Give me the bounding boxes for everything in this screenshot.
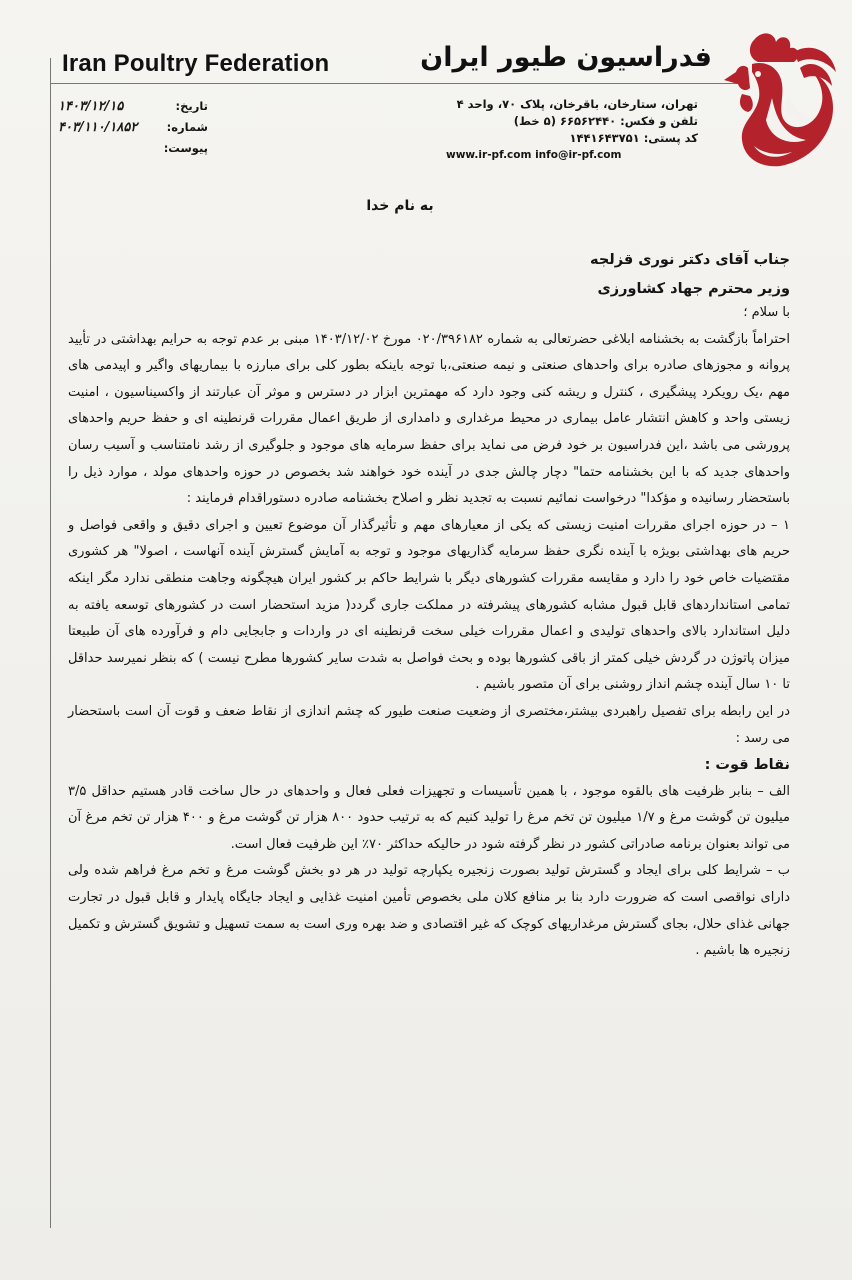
recipient-name: جناب آقای دکتر نوری قزلجه: [590, 252, 790, 268]
header-divider: [50, 83, 740, 84]
attachment-label: پیوست:: [163, 141, 208, 155]
date-value: ۱۴۰۳/۱۲/۱۵: [58, 99, 124, 114]
rooster-logo-icon: [714, 28, 838, 178]
recipient-title: وزیر محترم جهاد کشاورزی: [597, 281, 790, 297]
brand-name-fa: فدراسیون طیور ایران: [420, 42, 712, 73]
strengths-heading: نقاط قوت :: [704, 757, 790, 774]
number-label: شماره:: [166, 120, 208, 134]
attachment-row: [58, 138, 208, 159]
paragraph: ۱ – در حوزه اجرای مقررات امنیت زیستی که یکی از معیارهای مهم و تأثیرگذار آن موضوع تعیین و اجرای دقیق و واقعی فواصل و حریم های بهداشتی بویژه با آینده نگری حفظ سرمایه گذاریهای موجود و توجه به آمایش گسترش آینده آنهاست ، اصولا" هر کشوری مقتضیات خاص خود را دارد و مقایسه مقررات کشورهای دیگر با شرایط حاکم بر کشور ایران هیچگونه وجاهت منطقی ندارد مگر اینکه تمامی استانداردهای قابل قبول مشابه کشورهای پیشرفته در مملکت جاری گردد( مزید استحضار است در کشورهای توسعه یافته به دلیل استاندارد بالای واحدهای تولیدی و اعمال مقررات خیلی سخت قرنطینه ای در واردات و جابجایی دام و فرآورده های آن طبیعتا میزان پاتوژن در گردش خیلی کمتر از باقی کشورها بوده و بحث فواصل به شدت سایر کشورها مطرح نیست ) که بنظر نمیرسد حداقل تا ۱۰ سال آینده چشم انداز روشنی برای آن متصور باشیم .: [68, 517, 790, 693]
letter-title: به نام خدا: [366, 198, 434, 214]
postal-code-line: کد پستی: ۱۴۴۱۶۴۳۷۵۱: [569, 131, 698, 145]
greeting: با سلام ؛: [743, 305, 790, 320]
strength-item: الف – بنابر ظرفیت های بالقوه موجود ، با همین تأسیسات و تجهیزات فعلی فعال و واحدهای در حال ساخت قادر هستیم حداقل ۳/۵ میلیون تن گوشت مرغ و ۱/۷ میلیون تن تخم مرغ را تولید کنیم که به ترتیب حدود ۸۰۰ هزار تن گوشت مرغ و ۴۰۰ هزار تن تخم مرغ آن می تواند بعنوان برنامه صادراتی کشور در نظر گرفته شود در حالیکه حداکثر ۷۰٪ این ظرفیت فعال است.: [68, 783, 790, 852]
address-line: تهران، ستارخان، باقرخان، پلاک ۷۰، واحد ۴: [456, 97, 698, 111]
paragraph: احتراماً بازگشت به بخشنامه ابلاغی حضرتعالی به شماره ۰۲۰/۳۹۶۱۸۲ مورخ ۱۴۰۳/۱۲/۰۲ مبنی بر عدم توجه به حرایم بهداشتی در تأیید پروانه و مجوزهای صادره برای واحدهای صنعتی و نیمه صنعتی،با توجه باینکه بطور کلی برای مبارزه با بیماریهای واگیر و اپیدمی های مهم ،یک رویکرد پیشگیری ، کنترل و ریشه کنی وجود دارد که مهمترین ابزار در دسترس و موثر آن عبارتند از واکسیناسیون ، امنیت زیستی واحد و کاهش انتشار عامل بیماری در محیط مرغداری و دامداری از طریق اعمال مقررات قرنطینه ای و حفظ حریم واحدهای پرورشی می باشد ،این فدراسیون بر خود فرض می نماید برای حفظ سرمایه های موجود و جلوگیری از رشد نامتناسب و آسیب رسان واحدهای جدید که با این بخشنامه حتما" دچار چالش جدی در آینده خود خواهند شد بخصوص در حوزه واحدهای مولد ، موارد ذیل را باستحضار رسانیده و مؤکدا" درخواست نمائیم نسبت به تجدید نظر و اصلاح بخشنامه صادره دستوراقدام فرمایند :: [68, 331, 790, 507]
web-email-line[interactable]: www.ir-pf.com info@ir-pf.com: [446, 149, 622, 161]
number-value: ۴۰۳/۱۱۰/۱۸۵۲: [58, 120, 138, 135]
brand-name-en: Iran Poultry Federation: [62, 50, 330, 77]
number-row: [58, 117, 208, 138]
address-block: [398, 96, 698, 164]
strength-item: ب – شرایط کلی برای ایجاد و گسترش تولید بصورت زنجیره یکپارچه تولید در هر دو بخش گوشت مرغ و تخم مرغ فراهم شده ولی دارای نواقصی است که ضرورت دارد بنا بر منافع کلان ملی بخصوص تأمین امنیت غذایی و ایجاد جایگاه پایدار و قابل قبول در تجارت جهانی غذای حلال، بجای گسترش مرغداریهای کوچک که غیر اقتصادی و ضد بهره وری است به سمت تسهیل و تشویق گسترش و تکمیل زنجیره ها باشیم .: [68, 863, 790, 959]
letter-body: [68, 300, 790, 965]
date-row: [58, 96, 208, 117]
margin-line: [50, 58, 51, 1228]
paragraph: در این رابطه برای تفصیل راهبردی بیشتر،مختصری از وضعیت صنعت طیور که چشم اندازی از نقاط ضعف و قوت آن است باستحضار می رسد :: [68, 703, 790, 746]
letter-meta: [58, 96, 208, 159]
recipient-block: [590, 246, 790, 304]
date-label: تاریخ:: [175, 99, 208, 113]
phone-line: تلفن و فکس: ۶۶۵۶۲۴۴۰ (۵ خط): [513, 114, 698, 128]
